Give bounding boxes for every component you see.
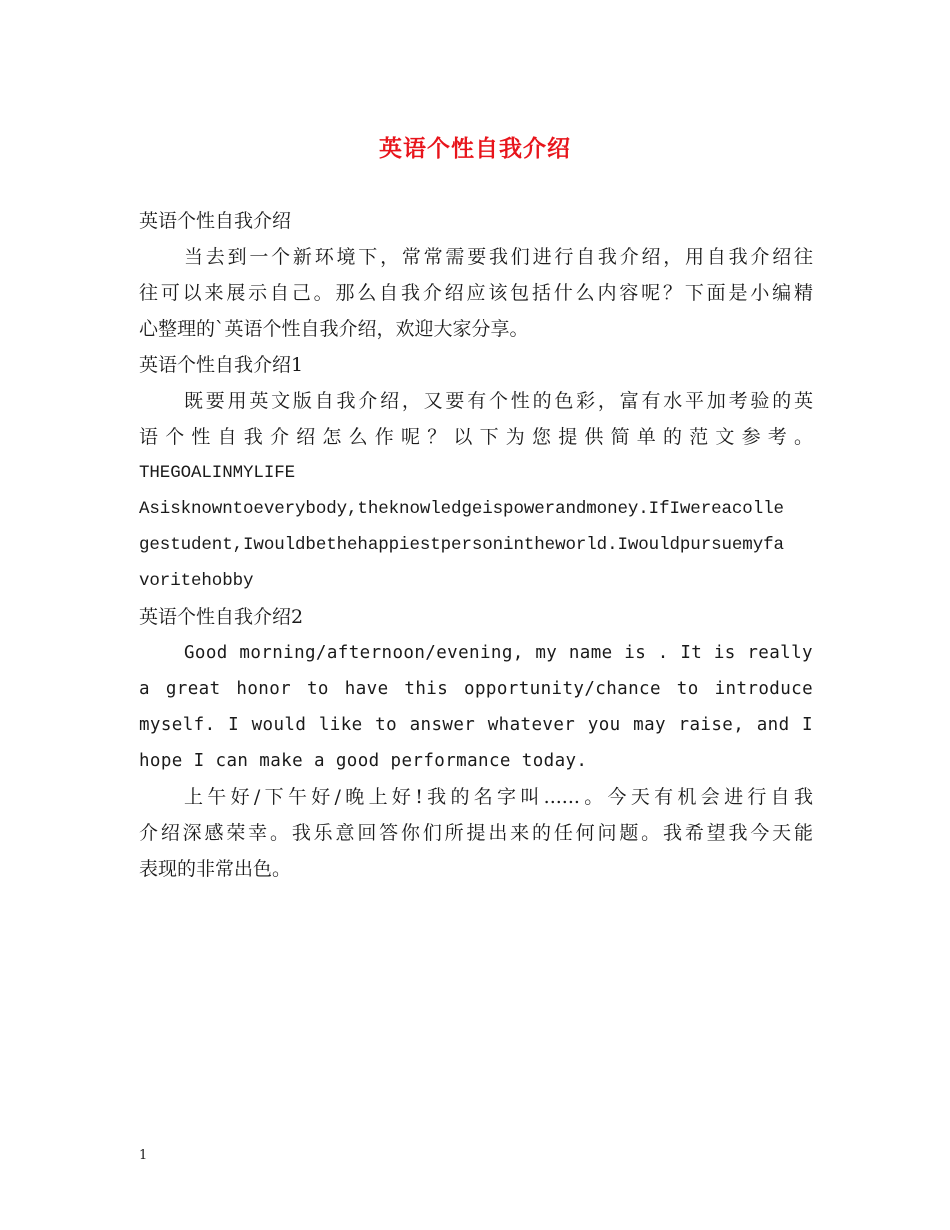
section2-chinese-line: 介绍深感荣幸。我乐意回答你们所提出来的任何问题。我希望我今天能	[139, 822, 813, 844]
section1-line: 既要用英文版自我介绍，又要有个性的色彩，富有水平加考验的英	[184, 390, 813, 412]
document-body	[139, 203, 813, 887]
document-title: 英语个性自我介绍	[379, 136, 571, 162]
section1-line: voritehobby	[139, 571, 254, 591]
section1-heading: 英语个性自我介绍1	[139, 354, 304, 376]
section2-english-line: hope I can make a good performance today.	[139, 751, 588, 771]
intro-line: 心整理的`英语个性自我介绍，欢迎大家分享。	[139, 318, 529, 340]
page-number: 1	[139, 1148, 148, 1163]
section2-english-line: a great honor to have this opportunity/chance to introduce	[139, 679, 813, 699]
intro-line: 当去到一个新环境下，常常需要我们进行自我介绍，用自我介绍往	[184, 246, 813, 268]
section2-heading: 英语个性自我介绍2	[139, 606, 304, 628]
section1-line: gestudent,Iwouldbethehappiestpersonintheworld.Iwouldpursuemyfa	[139, 535, 784, 555]
section1-line: 语个性自我介绍怎么作呢？以下为您提供简单的范文参考。	[139, 426, 813, 448]
subtitle: 英语个性自我介绍	[139, 210, 292, 232]
intro-line: 往可以来展示自己。那么自我介绍应该包括什么内容呢？下面是小编精	[139, 282, 813, 304]
section2-english-line: Good morning/afternoon/evening, my name is . It is really	[184, 643, 813, 663]
section2-chinese-line: 上午好/下午好/晚上好!我的名字叫......。今天有机会进行自我	[184, 786, 813, 808]
section1-line: Asisknowntoeverybody,theknowledgeispowerandmoney.IfIwereacolle	[139, 499, 784, 519]
section2-chinese-line: 表现的非常出色。	[139, 858, 292, 880]
section1-line: THEGOALINMYLIFE	[139, 463, 296, 483]
section2-english-line: myself. I would like to answer whatever you may raise, and I	[139, 715, 813, 735]
